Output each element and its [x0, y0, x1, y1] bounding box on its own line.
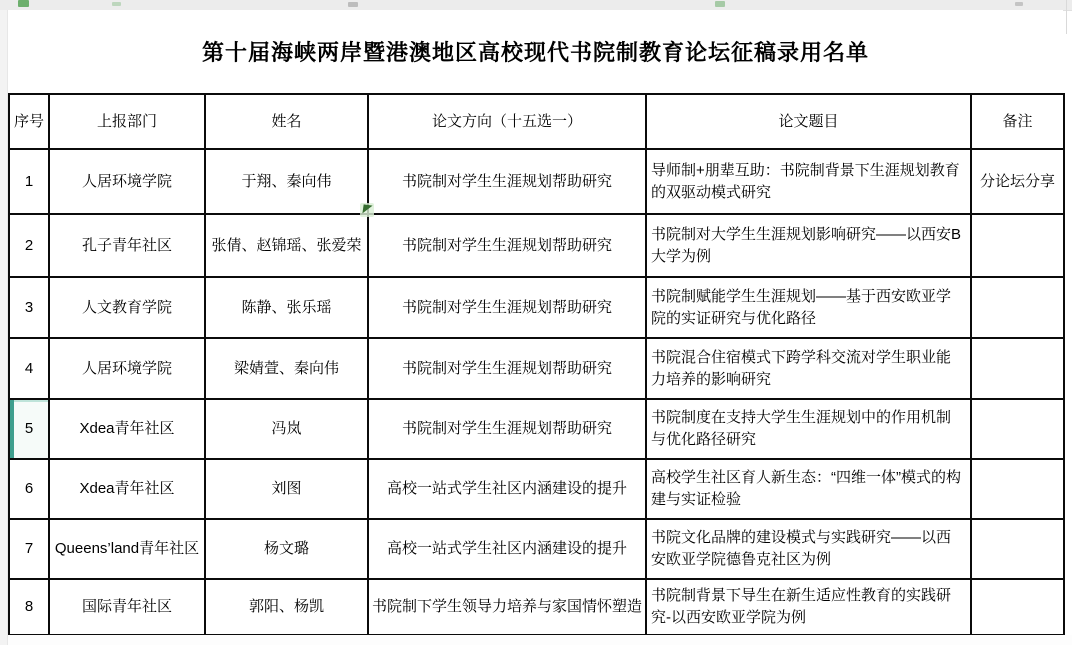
cell-remark[interactable] [971, 214, 1064, 277]
cell-direction[interactable]: 书院制对学生生涯规划帮助研究 [368, 214, 646, 277]
cell-no-selected[interactable]: 5 [9, 399, 49, 459]
header-dept[interactable]: 上报部门 [49, 94, 205, 149]
cell-dept[interactable]: 人居环境学院 [49, 338, 205, 399]
cell-remark[interactable] [971, 459, 1064, 519]
cell-remark[interactable] [971, 399, 1064, 459]
cell-no[interactable]: 6 [9, 459, 49, 519]
table-row [9, 459, 1064, 519]
page-title: 第十届海峡两岸暨港澳地区高校现代书院制教育论坛征稿录用名单 [8, 10, 1063, 93]
green-artifact [362, 204, 372, 214]
cell-direction[interactable]: 书院制对学生生涯规划帮助研究 [368, 399, 646, 459]
cell-paper-title[interactable]: 书院制赋能学生生涯规划——基于西安欧亚学院的实证研究与优化路径 [646, 277, 971, 338]
cell-names[interactable]: 陈静、张乐瑶 [205, 277, 368, 338]
cell-direction[interactable]: 书院制对学生生涯规划帮助研究 [368, 277, 646, 338]
gray-tick [1015, 2, 1023, 6]
cell-names[interactable]: 梁婧萱、秦向伟 [205, 338, 368, 399]
green-speck [18, 0, 29, 7]
cell-no[interactable]: 7 [9, 519, 49, 579]
cell-names[interactable]: 郭阳、杨凯 [205, 579, 368, 635]
cell-dept[interactable]: Queens’land青年社区 [49, 519, 205, 579]
cell-no[interactable]: 3 [9, 277, 49, 338]
cell-dept[interactable]: Xdea青年社区 [49, 399, 205, 459]
gray-tick [348, 2, 358, 7]
table-row [9, 277, 1064, 338]
cell-dept[interactable]: 国际青年社区 [49, 579, 205, 635]
cell-direction[interactable]: 高校一站式学生社区内涵建设的提升 [368, 459, 646, 519]
table-row [9, 149, 1064, 214]
cell-paper-title[interactable]: 书院制背景下导生在新生适应性教育的实践研究-以西安欧亚学院为例 [646, 579, 971, 635]
header-names[interactable]: 姓名 [205, 94, 368, 149]
cell-direction[interactable]: 书院制对学生生涯规划帮助研究 [368, 149, 646, 214]
cell-no[interactable]: 4 [9, 338, 49, 399]
gridline-fragment [1066, 0, 1067, 34]
cell-paper-title[interactable]: 书院混合住宿模式下跨学科交流对学生职业能力培养的影响研究 [646, 338, 971, 399]
cell-remark[interactable]: 分论坛分享 [971, 149, 1064, 214]
cell-direction[interactable]: 书院制下学生领导力培养与家国情怀塑造 [368, 579, 646, 635]
green-speck [112, 2, 121, 6]
header-direction[interactable]: 论文方向（十五选一） [368, 94, 646, 149]
header-paper-title[interactable]: 论文题目 [646, 94, 971, 149]
cell-paper-title[interactable]: 导师制+朋辈互助：书院制背景下生涯规划教育的双驱动模式研究 [646, 149, 971, 214]
table-row [9, 519, 1064, 579]
cell-remark[interactable] [971, 338, 1064, 399]
table-row [9, 214, 1064, 277]
acceptance-table [8, 93, 1065, 636]
green-speck [715, 1, 725, 7]
cell-dept[interactable]: 孔子青年社区 [49, 214, 205, 277]
table-row [9, 399, 1064, 459]
cell-dept[interactable]: 人文教育学院 [49, 277, 205, 338]
header-remark[interactable]: 备注 [971, 94, 1064, 149]
cell-paper-title[interactable]: 高校学生社区育人新生态：“四维一体”模式的构建与实证检验 [646, 459, 971, 519]
cell-remark[interactable] [971, 277, 1064, 338]
cell-remark[interactable] [971, 579, 1064, 635]
cell-direction[interactable]: 书院制对学生生涯规划帮助研究 [368, 338, 646, 399]
cell-paper-title[interactable]: 书院制度在支持大学生生涯规划中的作用机制与优化路径研究 [646, 399, 971, 459]
sheet-left-margin [0, 10, 8, 645]
cell-direction[interactable]: 高校一站式学生社区内涵建设的提升 [368, 519, 646, 579]
table-row [9, 579, 1064, 635]
cell-names[interactable]: 冯岚 [205, 399, 368, 459]
cell-no[interactable]: 1 [9, 149, 49, 214]
cell-names[interactable]: 刘图 [205, 459, 368, 519]
cell-no[interactable]: 2 [9, 214, 49, 277]
header-row [9, 94, 1064, 149]
cell-no[interactable]: 8 [9, 579, 49, 635]
cell-dept[interactable]: Xdea青年社区 [49, 459, 205, 519]
cell-names[interactable]: 于翔、秦向伟 [205, 149, 368, 214]
cell-names[interactable]: 张倩、赵锦瑶、张爱荣 [205, 214, 368, 277]
cell-names[interactable]: 杨文璐 [205, 519, 368, 579]
cell-paper-title[interactable]: 书院文化品牌的建设模式与实践研究——以西安欧亚学院德鲁克社区为例 [646, 519, 971, 579]
sheet-bottom-margin [8, 635, 1072, 645]
cell-remark[interactable] [971, 519, 1064, 579]
cell-dept[interactable]: 人居环境学院 [49, 149, 205, 214]
table-row [9, 338, 1064, 399]
cell-paper-title[interactable]: 书院制对大学生生涯规划影响研究——以西安B大学为例 [646, 214, 971, 277]
header-no[interactable]: 序号 [9, 94, 49, 149]
